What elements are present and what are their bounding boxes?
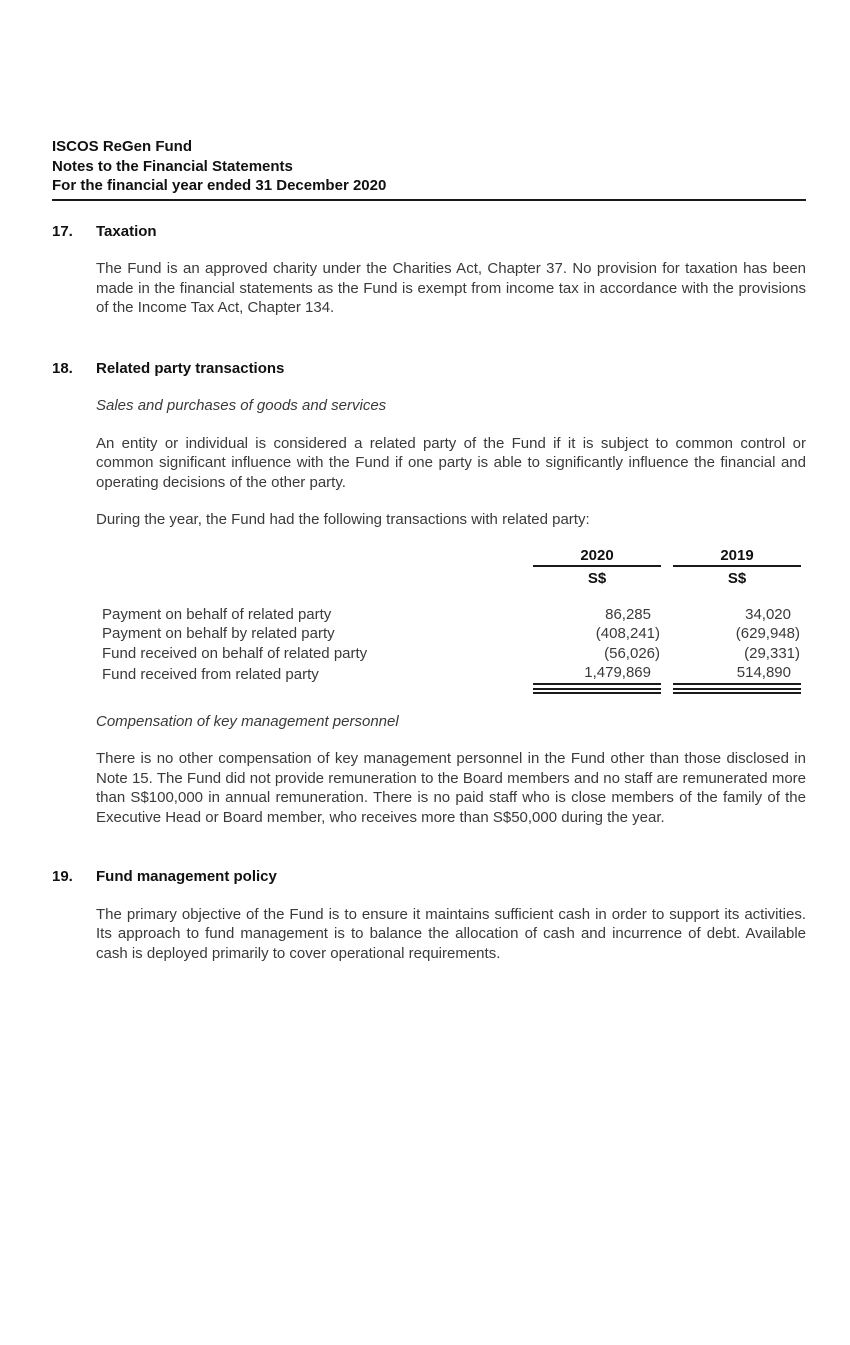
section-18-title: Related party transactions	[96, 359, 285, 377]
section-17-number: 17.	[52, 222, 73, 240]
amount-2020: (408,241)	[595, 625, 660, 642]
table-body	[96, 605, 806, 694]
related-party-table	[96, 546, 806, 694]
section-19-paragraph: The primary objective of the Fund is to ensure it maintains sufficient cash in order to support its activities. Its approach to fund management is to balance the allocation of cash and incurrence of debt. Available cash is deployed primarily to cover operational requirements.	[96, 905, 806, 962]
table-currency-2020: S$	[587, 570, 607, 587]
section-18-number: 18.	[52, 359, 73, 377]
header-period: For the financial year ended 31 December 2020	[52, 177, 387, 194]
table-currency-row	[96, 567, 806, 589]
amount-2019: (629,948)	[735, 625, 800, 642]
table-currency-2019: S$	[727, 570, 747, 587]
section-18-heading	[52, 359, 806, 379]
section-18-paragraph-2: During the year, the Fund had the following transactions with related party:	[96, 511, 590, 528]
table-year-header-row	[96, 546, 806, 568]
row-label: Fund received on behalf of related party	[102, 644, 368, 662]
row-label: Fund received from related party	[102, 666, 319, 683]
section-18-subheading-compensation: Compensation of key management personnel	[96, 712, 399, 730]
table-row	[96, 605, 806, 625]
amount-2020: 1,479,869	[533, 663, 661, 685]
amount-2020: (56,026)	[604, 644, 660, 662]
header-fund-name: ISCOS ReGen Fund	[52, 138, 193, 155]
row-label: Payment on behalf by related party	[102, 625, 335, 642]
amount-2019: 514,890	[673, 663, 801, 685]
table-header-2019: 2019	[673, 546, 801, 568]
double-rule-2020	[533, 688, 661, 694]
section-19-number: 19.	[52, 868, 73, 885]
section-19-title: Fund management policy	[96, 868, 277, 885]
amount-2019: (29,331)	[744, 644, 800, 662]
header-rule	[52, 199, 806, 201]
header-doc-title: Notes to the Financial Statements	[52, 157, 293, 175]
table-row	[96, 624, 806, 644]
double-rule-2019	[673, 688, 801, 694]
row-label: Payment on behalf of related party	[102, 605, 332, 623]
amount-2019: 34,020	[745, 605, 791, 623]
section-17-heading	[52, 222, 806, 242]
document-header	[52, 137, 806, 196]
table-total-rule-row	[96, 685, 806, 694]
table-row-total	[96, 663, 806, 685]
amount-2020: 86,285	[605, 605, 651, 623]
section-17-title: Taxation	[96, 222, 157, 240]
section-18-paragraph-3: There is no other compensation of key management personnel in the Fund other than those disclosed in Note 15. The Fund did not provide remuneration to the Board members and no staff are remunerated more than S$100,000 in annual remuneration. There is no paid staff who is close members of the family of the Executive Head or Board member, who receives more than S$50,000 during the year.	[96, 750, 806, 826]
section-19-heading	[52, 867, 806, 887]
table-row	[96, 644, 806, 664]
section-17-paragraph: The Fund is an approved charity under the Charities Act, Chapter 37. No provision for taxation has been made in the financial statements as the Fund is exempt from income tax in accordance with the provisions of the Income Tax Act, Chapter 134.	[96, 260, 806, 316]
table-header-2020: 2020	[533, 546, 661, 568]
section-18-paragraph-1: An entity or individual is considered a related party of the Fund if it is subject to common control or common significant influence with the Fund if one party is able to significantly influence the financial and operating decisions of the other party.	[96, 434, 806, 491]
section-18-subheading-sales: Sales and purchases of goods and services	[96, 397, 387, 414]
